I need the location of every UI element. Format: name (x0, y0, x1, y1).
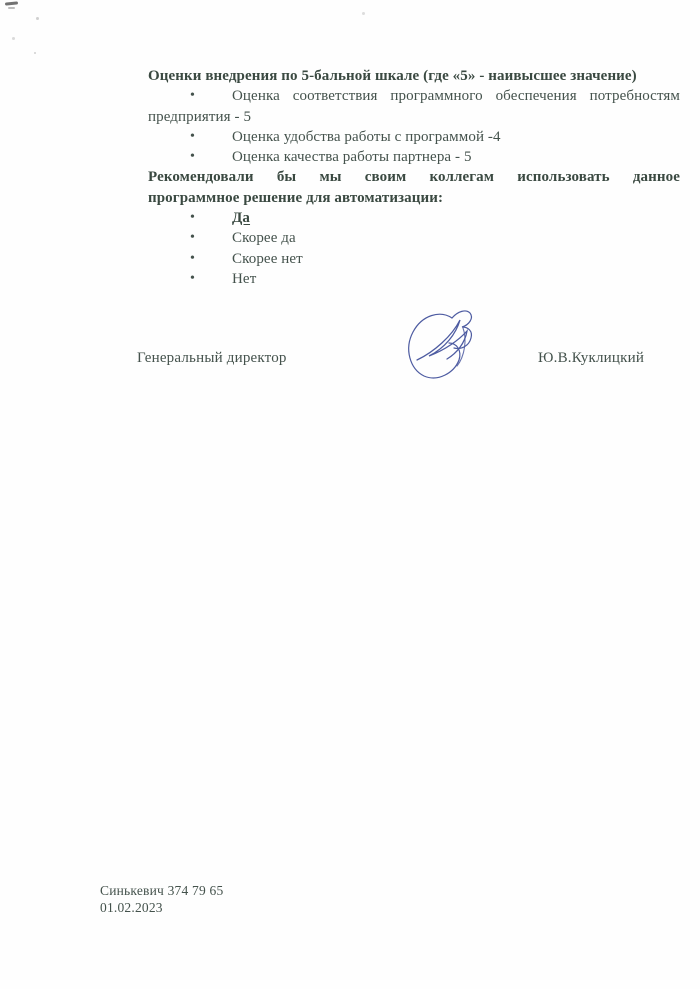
answer-option (148, 208, 680, 228)
bullet-icon: • (190, 128, 196, 144)
scan-artifact (12, 37, 15, 40)
answer-option-label: Скорее нет (232, 250, 303, 267)
rating-item (148, 147, 680, 167)
scan-artifact (34, 52, 36, 54)
scan-artifact (8, 7, 15, 9)
scan-artifact (5, 1, 18, 5)
document-body (148, 66, 680, 289)
signer-role: Генеральный директор (137, 350, 287, 366)
rating-text-line: Оценка удобства работы с программой -4 (232, 128, 501, 145)
footer-contact-line: Синькевич 374 79 65 (100, 883, 224, 898)
answer-option (148, 249, 680, 269)
bullet-icon: • (190, 149, 196, 165)
recommend-question-line: Рекомендовали бы мы своим коллегам использовать данное (148, 169, 680, 186)
bullet-icon: • (190, 88, 196, 104)
rating-text-line: Оценка качества работы партнера - 5 (232, 149, 472, 166)
bullet-icon: • (190, 210, 196, 226)
answer-option (148, 228, 680, 248)
rating-text-line: Оценка соответствия программного обеспечения потребностям (232, 88, 680, 105)
recommend-question-line: программное решение для автоматизации: (148, 189, 444, 206)
answer-option-label: Скорее да (232, 230, 296, 247)
footer-date-line: 01.02.2023 (100, 900, 163, 915)
scan-artifact (36, 17, 39, 20)
answer-option-label: Нет (232, 270, 257, 287)
scan-artifact (362, 12, 365, 15)
document-footer (100, 882, 223, 916)
rating-text-line: предприятия - 5 (148, 108, 252, 125)
handwritten-signature-icon (400, 303, 490, 385)
bullet-icon: • (190, 270, 196, 286)
bullet-icon: • (190, 250, 196, 266)
answer-option-label-selected: Да (232, 210, 251, 227)
section-heading: Оценки внедрения по 5-бальной шкале (где «5» - наивысшее значение) (148, 68, 637, 84)
rating-item (148, 127, 680, 147)
rating-item (148, 86, 680, 127)
bullet-icon: • (190, 230, 196, 246)
answer-option (148, 269, 680, 289)
signer-name: Ю.В.Куклицкий (538, 350, 645, 366)
